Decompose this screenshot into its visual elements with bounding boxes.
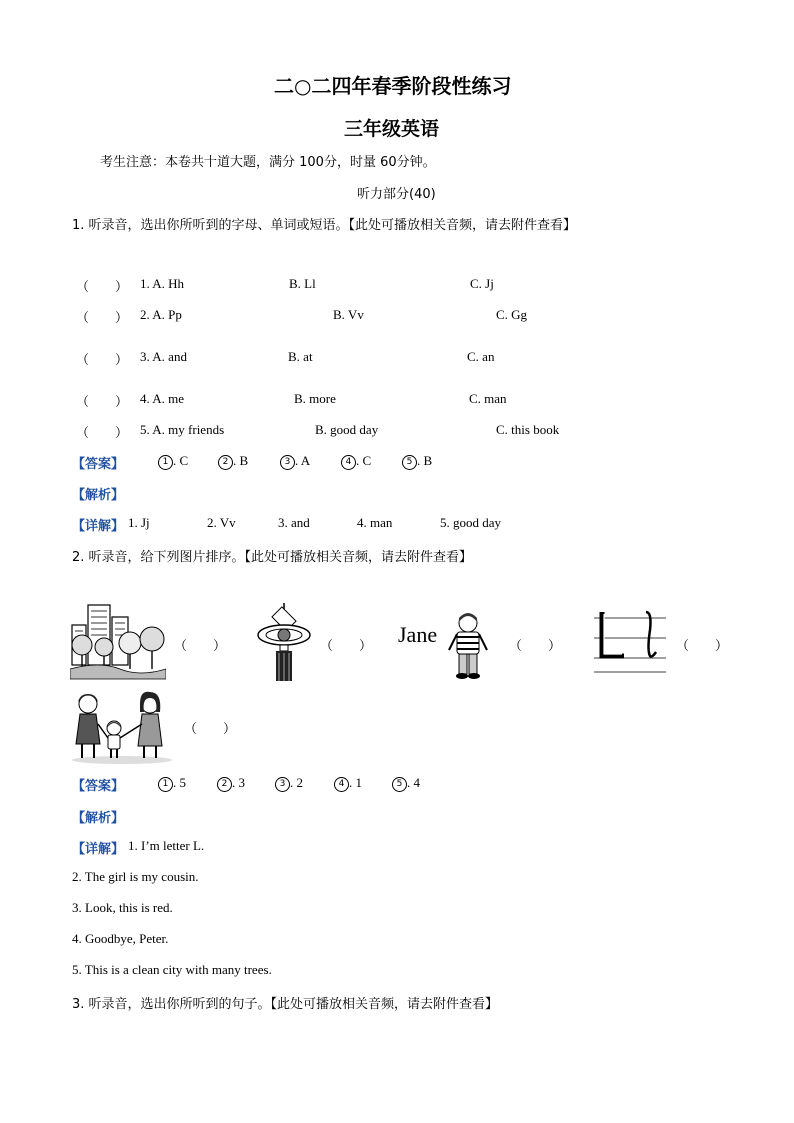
- q1-prompt: 1. 听录音，选出你所听到的字母、单词或短语。【此处可播放相关音频，请去附件查看】: [72, 218, 577, 233]
- option-b: B. at: [288, 349, 313, 364]
- page-title: 二○二四年春季阶段性练习: [274, 74, 512, 98]
- option-a: 5. A. my friends: [140, 422, 225, 437]
- chinese-knot-picture: [256, 603, 312, 683]
- detail-item: 2. The girl is my cousin.: [72, 869, 199, 884]
- answer-blank[interactable]: （ ）: [320, 638, 373, 653]
- option-a: 2. A. Pp: [140, 307, 182, 322]
- q3-prompt: 3. 听录音，选出你所听到的句子。【此处可播放相关音频，请去附件查看】: [72, 997, 499, 1012]
- answer-item: 2 . B: [218, 453, 248, 470]
- answer-blank[interactable]: （ ）: [509, 638, 562, 653]
- answer-item: 4 . 1: [334, 775, 362, 792]
- answer-item: 5 . B: [402, 453, 432, 470]
- section-heading: 听力部分(40): [357, 187, 436, 202]
- answer-item: 1 . C: [158, 453, 188, 470]
- detail-item: 1. I’m letter L.: [128, 838, 205, 853]
- option-c: C. man: [469, 391, 507, 406]
- option-b: B. Vv: [333, 307, 364, 322]
- city-trees-picture: [70, 603, 166, 681]
- jane-label: Jane: [398, 622, 438, 647]
- detail-item: 5. good day: [440, 515, 502, 530]
- page-subtitle: 三年级英语: [344, 118, 440, 140]
- girl-picture: [446, 612, 490, 680]
- analysis-label: 【解析】: [72, 811, 125, 826]
- answer-blank[interactable]: （ ）: [76, 352, 129, 367]
- answer-blank[interactable]: （ ）: [174, 638, 227, 653]
- exam-notice: 考生注意：本卷共十道大题，满分 100分，时量 60分钟。: [100, 155, 436, 170]
- answer-item: 4 . C: [341, 453, 371, 470]
- detail-item: 2. Vv: [207, 515, 236, 530]
- option-b: B. more: [294, 391, 336, 406]
- q2-prompt: 2. 听录音，给下列图片排序。【此处可播放相关音频，请去附件查看】: [72, 550, 473, 565]
- answer-item: 2 . 3: [217, 775, 245, 792]
- option-c: C. this book: [496, 422, 560, 437]
- answer-item: 5 . 4: [392, 775, 420, 792]
- answer-blank[interactable]: （ ）: [184, 721, 237, 736]
- answer-blank[interactable]: （ ）: [76, 394, 129, 409]
- family-picture: [70, 688, 174, 764]
- detail-item: 5. This is a clean city with many trees.: [72, 962, 272, 977]
- answer-blank[interactable]: （ ）: [676, 638, 729, 653]
- detail-item: 3. and: [278, 515, 310, 530]
- answer-item: 1 . 5: [158, 775, 186, 792]
- option-a: 1. A. Hh: [140, 276, 185, 291]
- option-b: B. good day: [315, 422, 379, 437]
- detail-label: 【详解】: [72, 842, 125, 857]
- letter-l-picture: [594, 606, 666, 678]
- analysis-label: 【解析】: [72, 488, 125, 503]
- answer-label: 【答案】: [72, 779, 125, 794]
- option-a: 4. A. me: [140, 391, 185, 406]
- answer-item: 3 . A: [280, 453, 310, 470]
- answer-blank[interactable]: （ ）: [76, 310, 129, 325]
- option-a: 3. A. and: [140, 349, 187, 364]
- detail-item: 4. man: [357, 515, 393, 530]
- answer-blank[interactable]: （ ）: [76, 279, 129, 294]
- option-c: C. an: [467, 349, 495, 364]
- answer-blank[interactable]: （ ）: [76, 425, 129, 440]
- detail-item: 3. Look, this is red.: [72, 900, 173, 915]
- answer-label: 【答案】: [72, 457, 125, 472]
- detail-item: 4. Goodbye, Peter.: [72, 931, 169, 946]
- option-c: C. Gg: [496, 307, 528, 322]
- detail-label: 【详解】: [72, 519, 125, 534]
- option-c: C. Jj: [470, 276, 494, 291]
- option-b: B. Ll: [289, 276, 316, 291]
- answer-item: 3 . 2: [275, 775, 303, 792]
- detail-item: 1. Jj: [128, 515, 150, 530]
